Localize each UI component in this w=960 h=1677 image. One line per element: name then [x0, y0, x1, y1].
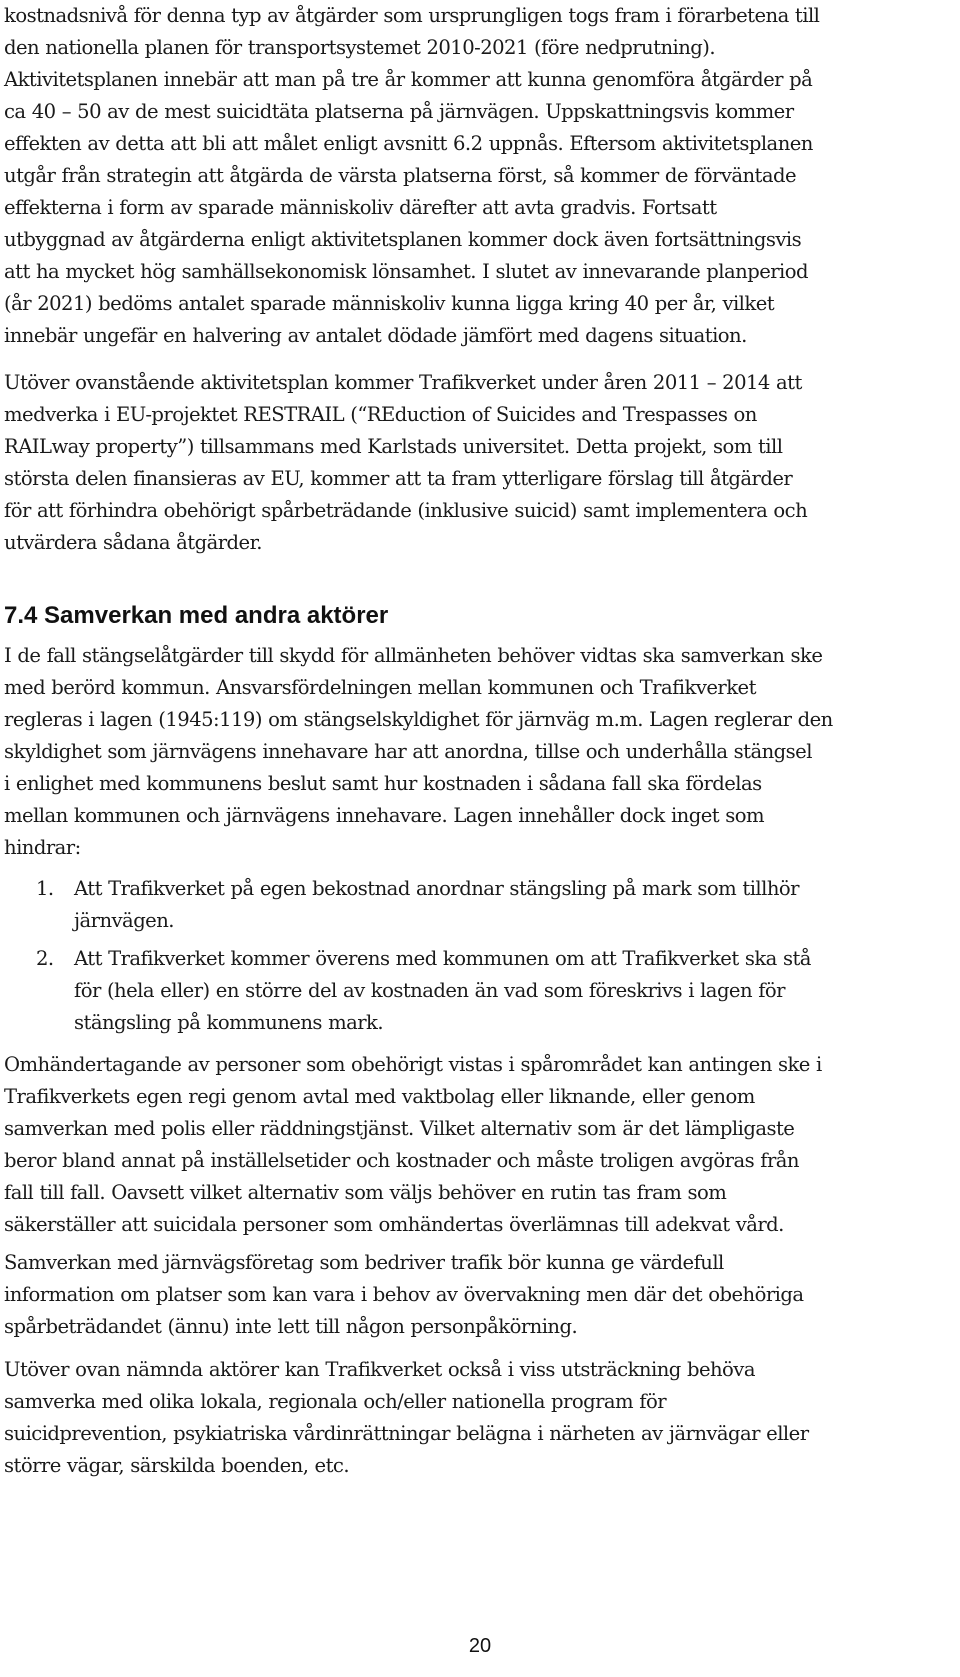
text-line: den nationella planen för transportsystemet 2010-2021 (före nedprutning).: [4, 36, 716, 59]
text-line: spårbeträdandet (ännu) inte lett till någon personpåkörning.: [4, 1315, 578, 1338]
text-line: kostnadsnivå för denna typ av åtgärder som ursprungligen togs fram i förarbetena till: [4, 4, 820, 27]
text-line: för att förhindra obehörigt spårbeträdande (inklusive suicid) samt implementera och: [4, 499, 808, 522]
text-line: större vägar, särskilda boenden, etc.: [4, 1454, 350, 1477]
text-line: utbyggnad av åtgärderna enligt aktivitetsplanen kommer dock även fortsättningsvis: [4, 228, 802, 251]
text-line: mellan kommunen och järnvägens innehavare. Lagen innehåller dock inget som: [4, 804, 765, 827]
text-line: Samverkan med järnvägsföretag som bedriver trafik bör kunna ge värdefull: [4, 1251, 724, 1274]
section-number: 7.4: [4, 602, 38, 629]
text-line: I de fall stängselåtgärder till skydd för allmänheten behöver vidtas ska samverkan ske: [4, 644, 823, 667]
text-line: Utöver ovan nämnda aktörer kan Trafikverket också i viss utsträckning behöva: [4, 1358, 755, 1381]
text-line: för (hela eller) en större del av kostnaden än vad som föreskrivs i lagen för: [74, 979, 785, 1002]
list-item: [4, 873, 799, 937]
text-line: suicidprevention, psykiatriska vårdinrättningar belägna i närheten av järnvägar eller: [4, 1422, 809, 1445]
text-line: Aktivitetsplanen innebär att man på tre år kommer att kunna genomföra åtgärder på: [4, 68, 813, 91]
text-line: fall till fall. Oavsett vilket alternativ som väljs behöver en rutin tas fram som: [4, 1181, 727, 1204]
text-line: utvärdera sådana åtgärder.: [4, 531, 262, 554]
text-line: samverkan med polis eller räddningstjänst. Vilket alternativ som är det lämpligaste: [4, 1117, 795, 1140]
text-line: stängsling på kommunens mark.: [74, 1011, 384, 1034]
text-line: medverka i EU-projektet RESTRAIL (“REduction of Suicides and Trespasses on: [4, 403, 757, 426]
text-line: hindrar:: [4, 836, 81, 859]
text-line: Trafikverkets egen regi genom avtal med vaktbolag eller liknande, eller genom: [4, 1085, 755, 1108]
text-line: information om platser som kan vara i behov av övervakning men där det obehöriga: [4, 1283, 804, 1306]
text-line: ca 40 – 50 av de mest suicidtäta platserna på järnvägen. Uppskattningsvis kommer: [4, 100, 794, 123]
text-line: effekten av detta att bli att målet enligt avsnitt 6.2 uppnås. Eftersom aktivitetsplanen: [4, 132, 813, 155]
text-line: att ha mycket hög samhällsekonomisk lönsamhet. I slutet av innevarande planperiod: [4, 260, 809, 283]
text-line: Att Trafikverket kommer överens med kommunen om att Trafikverket ska stå: [74, 947, 811, 970]
text-line: samverka med olika lokala, regionala och/eller nationella program för: [4, 1390, 667, 1413]
list-number: 2.: [36, 947, 54, 970]
text-line: största delen finansieras av EU, kommer att ta fram ytterligare förslag till åtgärder: [4, 467, 793, 490]
text-line: säkerställer att suicidala personer som omhändertas överlämnas till adekvat vård.: [4, 1213, 784, 1236]
text-line: (år 2021) bedöms antalet sparade människoliv kunna ligga kring 40 per år, vilket: [4, 292, 775, 315]
text-line: RAILway property”) tillsammans med Karlstads universitet. Detta projekt, som till: [4, 435, 783, 458]
list-number: 1.: [36, 877, 54, 900]
text-line: järnvägen.: [74, 909, 174, 932]
text-line: i enlighet med kommunens beslut samt hur kostnaden i sådana fall ska fördelas: [4, 772, 762, 795]
text-line: beror bland annat på inställelsetider och kostnader och måste troligen avgöras från: [4, 1149, 799, 1172]
text-line: regleras i lagen (1945:119) om stängselskyldighet för järnväg m.m. Lagen reglerar den: [4, 708, 833, 731]
section-title: Samverkan med andra aktörer: [44, 602, 389, 629]
page-number: 20: [468, 1635, 492, 1657]
paragraph-block-6: [4, 1354, 809, 1482]
text-line: effekterna i form av sparade människoliv därefter att avta gradvis. Fortsatt: [4, 196, 717, 219]
text-line: skyldighet som järnvägens innehavare har att anordna, tillse och underhålla stängsel: [4, 740, 812, 763]
text-line: Utöver ovanstående aktivitetsplan kommer Trafikverket under åren 2011 – 2014 att: [4, 371, 802, 394]
text-line: Omhändertagande av personer som obehörigt vistas i spårområdet kan antingen ske i: [4, 1053, 822, 1076]
text-line: utgår från strategin att åtgärda de värsta platserna först, så kommer de förväntade: [4, 164, 797, 187]
paragraph-block-4: [4, 1049, 822, 1241]
paragraph-block-2: [4, 367, 807, 559]
text-line: innebär ungefär en halvering av antalet dödade jämfört med dagens situation.: [4, 324, 747, 347]
list-item: [4, 943, 811, 1039]
text-line: med berörd kommun. Ansvarsfördelningen mellan kommunen och Trafikverket: [4, 676, 756, 699]
section-heading: [4, 600, 388, 632]
paragraph-block-3: [4, 640, 833, 864]
document-page: [4, 0, 956, 1677]
paragraph-block-1: [4, 0, 819, 352]
text-line: Att Trafikverket på egen bekostnad anordnar stängsling på mark som tillhör: [74, 877, 799, 900]
paragraph-block-5: [4, 1247, 804, 1343]
